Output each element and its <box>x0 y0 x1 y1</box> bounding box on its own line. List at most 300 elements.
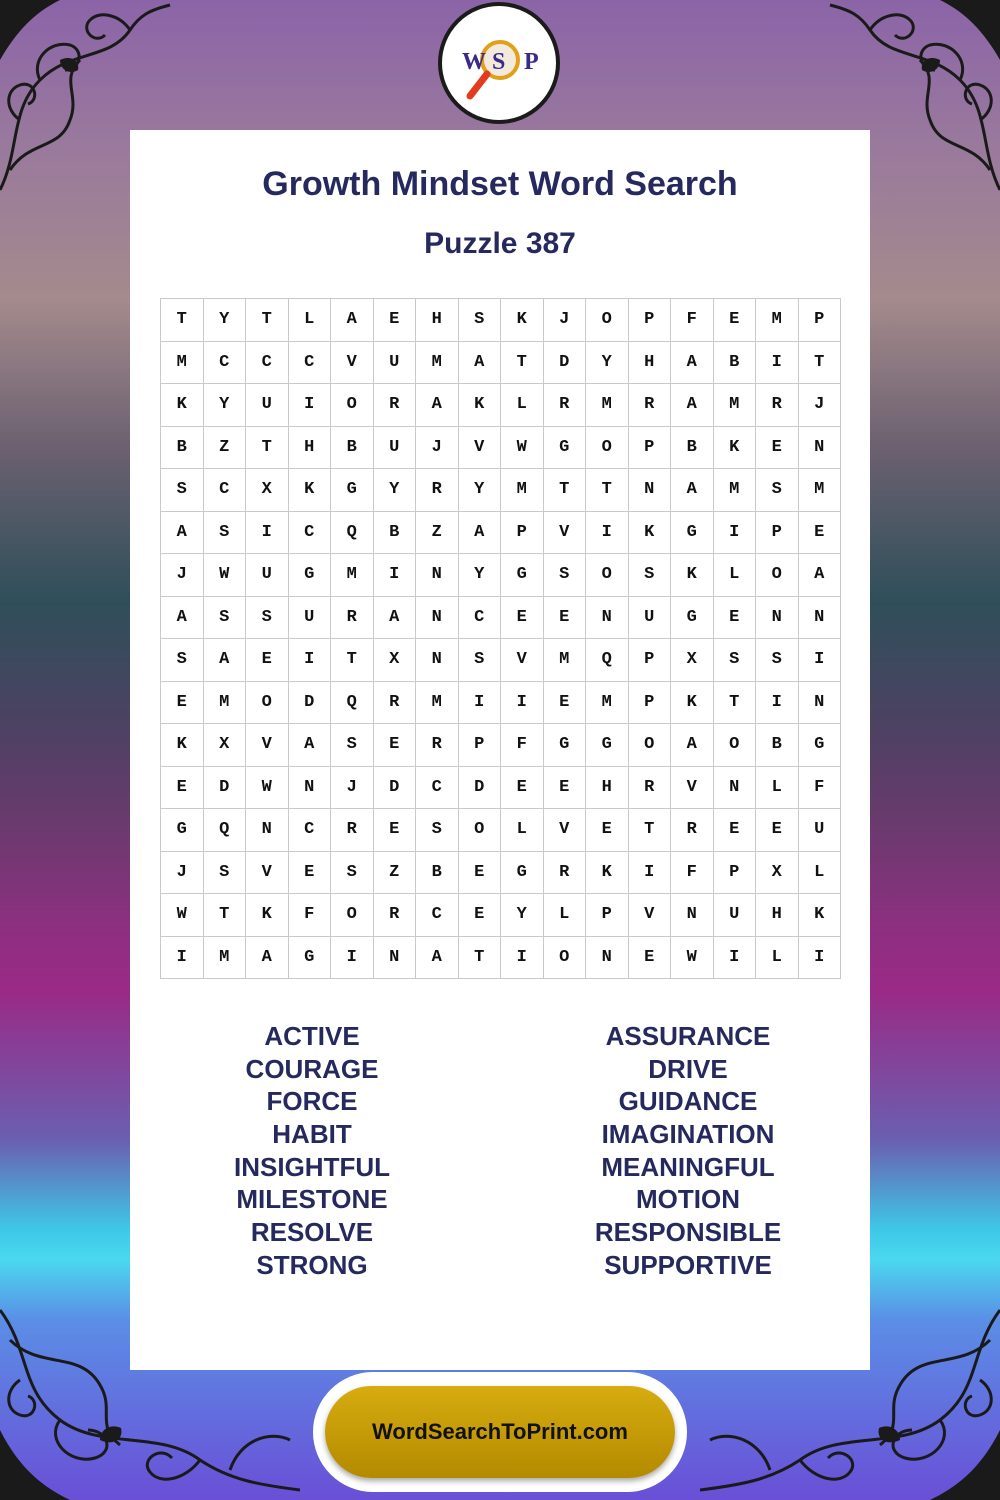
grid-cell[interactable]: G <box>161 809 204 852</box>
grid-cell[interactable]: T <box>246 299 289 342</box>
grid-cell[interactable]: G <box>798 724 841 767</box>
grid-cell[interactable]: X <box>246 469 289 512</box>
grid-cell[interactable]: L <box>501 809 544 852</box>
grid-cell[interactable]: M <box>543 639 586 682</box>
grid-cell[interactable]: B <box>161 426 204 469</box>
grid-cell[interactable]: C <box>203 469 246 512</box>
grid-cell[interactable]: D <box>543 341 586 384</box>
grid-cell[interactable]: R <box>543 384 586 427</box>
grid-cell[interactable]: N <box>288 766 331 809</box>
grid-cell[interactable]: A <box>246 936 289 979</box>
grid-cell[interactable]: L <box>756 936 799 979</box>
grid-cell[interactable]: S <box>416 809 459 852</box>
word-list-left <box>162 1020 462 1282</box>
grid-cell[interactable]: N <box>671 894 714 937</box>
grid-cell[interactable]: A <box>458 341 501 384</box>
grid-cell[interactable]: E <box>161 681 204 724</box>
grid-cell[interactable]: A <box>203 639 246 682</box>
grid-cell[interactable]: L <box>543 894 586 937</box>
grid-cell[interactable]: O <box>713 724 756 767</box>
grid-cell[interactable]: U <box>373 341 416 384</box>
grid-cell[interactable]: E <box>798 511 841 554</box>
grid-cell[interactable]: K <box>288 469 331 512</box>
grid-cell[interactable]: X <box>756 851 799 894</box>
grid-cell[interactable]: R <box>331 596 374 639</box>
grid-row <box>161 724 841 767</box>
word-item: RESPONSIBLE <box>594 1217 782 1248</box>
grid-cell[interactable]: N <box>756 596 799 639</box>
grid-cell[interactable]: U <box>713 894 756 937</box>
grid-cell[interactable]: Q <box>331 511 374 554</box>
grid-cell[interactable]: J <box>161 851 204 894</box>
grid-cell[interactable]: P <box>628 681 671 724</box>
grid-cell[interactable]: T <box>501 341 544 384</box>
grid-cell[interactable]: V <box>501 639 544 682</box>
grid-cell[interactable]: S <box>203 511 246 554</box>
grid-cell[interactable]: N <box>373 936 416 979</box>
grid-cell[interactable]: W <box>161 894 204 937</box>
grid-cell[interactable]: A <box>416 936 459 979</box>
grid-cell[interactable]: M <box>756 299 799 342</box>
grid-cell[interactable]: T <box>798 341 841 384</box>
grid-cell[interactable]: V <box>246 724 289 767</box>
grid-cell[interactable]: S <box>756 639 799 682</box>
grid-cell[interactable]: E <box>373 724 416 767</box>
grid-cell[interactable]: P <box>586 894 629 937</box>
grid-cell[interactable]: B <box>671 426 714 469</box>
grid-cell[interactable]: O <box>586 554 629 597</box>
grid-cell[interactable]: V <box>628 894 671 937</box>
grid-row <box>161 639 841 682</box>
grid-cell[interactable]: K <box>628 511 671 554</box>
grid-cell[interactable]: M <box>416 341 459 384</box>
grid-cell[interactable]: J <box>416 426 459 469</box>
grid-cell[interactable]: E <box>246 639 289 682</box>
grid-cell[interactable]: T <box>586 469 629 512</box>
grid-cell[interactable]: T <box>203 894 246 937</box>
magnifier-icon <box>442 6 556 120</box>
wsp-logo[interactable] <box>438 2 560 124</box>
grid-cell[interactable]: E <box>756 809 799 852</box>
word-item: ASSURANCE <box>605 1021 771 1051</box>
grid-cell[interactable]: I <box>288 639 331 682</box>
word-item: COURAGE <box>245 1053 379 1084</box>
grid-cell[interactable]: S <box>331 851 374 894</box>
grid-cell[interactable]: H <box>288 426 331 469</box>
grid-cell[interactable]: P <box>713 851 756 894</box>
grid-cell[interactable]: E <box>501 596 544 639</box>
grid-cell[interactable]: W <box>671 936 714 979</box>
grid-cell[interactable]: I <box>161 936 204 979</box>
grid-cell[interactable]: I <box>798 936 841 979</box>
grid-row <box>161 511 841 554</box>
word-item: MILESTONE <box>236 1184 388 1215</box>
grid-cell[interactable]: V <box>458 426 501 469</box>
grid-cell[interactable]: E <box>458 894 501 937</box>
grid-cell[interactable]: Y <box>586 341 629 384</box>
word-item: SUPPORTIVE <box>604 1249 772 1280</box>
grid-cell[interactable]: A <box>416 384 459 427</box>
grid-cell[interactable]: R <box>671 809 714 852</box>
grid-cell[interactable]: T <box>543 469 586 512</box>
grid-cell[interactable]: J <box>543 299 586 342</box>
grid-cell[interactable]: N <box>713 766 756 809</box>
grid-cell[interactable]: K <box>671 554 714 597</box>
grid-row <box>161 809 841 852</box>
grid-cell[interactable]: A <box>671 469 714 512</box>
grid-cell[interactable]: O <box>458 809 501 852</box>
letter-grid <box>160 298 841 979</box>
logo-letter-p: P <box>524 49 539 75</box>
grid-cell[interactable]: R <box>373 681 416 724</box>
grid-cell[interactable]: M <box>713 469 756 512</box>
grid-row <box>161 426 841 469</box>
grid-row <box>161 851 841 894</box>
grid-cell[interactable]: Y <box>373 469 416 512</box>
grid-cell[interactable]: I <box>246 511 289 554</box>
grid-row <box>161 766 841 809</box>
grid-cell[interactable]: G <box>586 724 629 767</box>
grid-cell[interactable]: L <box>501 384 544 427</box>
grid-cell[interactable]: D <box>373 766 416 809</box>
grid-cell[interactable]: A <box>373 596 416 639</box>
grid-cell[interactable]: X <box>671 639 714 682</box>
grid-cell[interactable]: L <box>756 766 799 809</box>
word-item: HABIT <box>272 1119 352 1150</box>
puzzle-number: Puzzle 387 <box>424 227 576 260</box>
grid-row <box>161 936 841 979</box>
grid-cell[interactable]: D <box>203 766 246 809</box>
grid-cell[interactable]: E <box>713 299 756 342</box>
grid-cell[interactable]: V <box>671 766 714 809</box>
grid-cell[interactable]: E <box>501 766 544 809</box>
grid-cell[interactable]: T <box>628 809 671 852</box>
grid-cell[interactable]: P <box>501 511 544 554</box>
grid-cell[interactable]: C <box>416 894 459 937</box>
grid-cell[interactable]: M <box>586 384 629 427</box>
grid-row <box>161 894 841 937</box>
grid-row <box>161 596 841 639</box>
grid-cell[interactable]: O <box>331 384 374 427</box>
grid-cell[interactable]: U <box>288 596 331 639</box>
grid-cell[interactable]: S <box>458 639 501 682</box>
grid-cell[interactable]: S <box>331 724 374 767</box>
grid-cell[interactable]: N <box>586 596 629 639</box>
grid-cell[interactable]: G <box>501 851 544 894</box>
grid-cell[interactable]: X <box>373 639 416 682</box>
grid-cell[interactable]: A <box>671 341 714 384</box>
grid-cell[interactable]: N <box>628 469 671 512</box>
grid-cell[interactable]: A <box>671 724 714 767</box>
page-title: Growth Mindset Word Search <box>262 165 738 203</box>
grid-cell[interactable]: U <box>246 554 289 597</box>
grid-cell[interactable]: T <box>331 639 374 682</box>
grid-cell[interactable]: E <box>373 299 416 342</box>
grid-cell[interactable]: N <box>798 596 841 639</box>
grid-cell[interactable]: E <box>628 936 671 979</box>
grid-cell[interactable]: U <box>798 809 841 852</box>
grid-cell[interactable]: E <box>713 809 756 852</box>
grid-cell[interactable]: F <box>288 894 331 937</box>
grid-cell[interactable]: W <box>246 766 289 809</box>
grid-cell[interactable]: K <box>671 681 714 724</box>
grid-cell[interactable]: K <box>246 894 289 937</box>
word-item: INSIGHTFUL <box>234 1151 390 1182</box>
grid-cell[interactable]: P <box>756 511 799 554</box>
grid-cell[interactable]: I <box>373 554 416 597</box>
grid-cell[interactable]: V <box>331 341 374 384</box>
grid-cell[interactable]: P <box>628 639 671 682</box>
grid-cell[interactable]: O <box>586 299 629 342</box>
grid-row <box>161 554 841 597</box>
word-item: MOTION <box>636 1184 740 1215</box>
grid-cell[interactable]: I <box>713 936 756 979</box>
grid-row <box>161 469 841 512</box>
grid-cell[interactable]: K <box>458 384 501 427</box>
grid-cell[interactable]: M <box>416 681 459 724</box>
grid-cell[interactable]: U <box>628 596 671 639</box>
grid-cell[interactable]: F <box>798 766 841 809</box>
grid-cell[interactable]: R <box>628 766 671 809</box>
grid-cell[interactable]: S <box>203 851 246 894</box>
grid-cell[interactable]: C <box>288 341 331 384</box>
grid-cell[interactable]: B <box>713 341 756 384</box>
grid-cell[interactable]: W <box>501 426 544 469</box>
grid-cell[interactable]: R <box>373 384 416 427</box>
grid-cell[interactable]: A <box>161 511 204 554</box>
grid-cell[interactable]: F <box>671 851 714 894</box>
grid-cell[interactable]: E <box>161 766 204 809</box>
grid-cell[interactable]: U <box>246 384 289 427</box>
word-item: RESOLVE <box>250 1217 374 1248</box>
logo-letter-s: S <box>492 49 506 75</box>
grid-cell[interactable]: C <box>416 766 459 809</box>
grid-cell[interactable]: A <box>671 384 714 427</box>
grid-cell[interactable]: K <box>501 299 544 342</box>
grid-cell[interactable]: Q <box>331 681 374 724</box>
grid-cell[interactable]: I <box>288 384 331 427</box>
grid-cell[interactable]: I <box>331 936 374 979</box>
grid-cell[interactable]: Z <box>373 851 416 894</box>
grid-cell[interactable]: N <box>416 596 459 639</box>
grid-cell[interactable]: G <box>671 596 714 639</box>
grid-cell[interactable]: G <box>543 724 586 767</box>
grid-cell[interactable]: S <box>628 554 671 597</box>
grid-cell[interactable]: O <box>246 681 289 724</box>
grid-row <box>161 384 841 427</box>
grid-cell[interactable]: B <box>416 851 459 894</box>
grid-cell[interactable]: B <box>756 724 799 767</box>
grid-cell[interactable]: T <box>246 426 289 469</box>
grid-cell[interactable]: I <box>713 511 756 554</box>
grid-row <box>161 299 841 342</box>
grid-cell[interactable]: I <box>628 851 671 894</box>
grid-cell[interactable]: R <box>416 724 459 767</box>
grid-cell[interactable]: M <box>501 469 544 512</box>
grid-cell[interactable]: H <box>416 299 459 342</box>
grid-cell[interactable]: J <box>798 384 841 427</box>
grid-cell[interactable]: S <box>713 639 756 682</box>
grid-cell[interactable]: E <box>543 766 586 809</box>
grid-cell[interactable]: C <box>203 341 246 384</box>
grid-cell[interactable]: H <box>628 341 671 384</box>
grid-cell[interactable]: T <box>458 936 501 979</box>
grid-cell[interactable]: R <box>331 809 374 852</box>
grid-cell[interactable]: S <box>543 554 586 597</box>
grid-cell[interactable]: I <box>458 681 501 724</box>
grid-cell[interactable]: R <box>416 469 459 512</box>
grid-cell[interactable]: N <box>798 681 841 724</box>
grid-cell[interactable]: A <box>161 596 204 639</box>
grid-cell[interactable]: A <box>458 511 501 554</box>
grid-cell[interactable]: G <box>288 936 331 979</box>
grid-cell[interactable]: W <box>203 554 246 597</box>
grid-cell[interactable]: M <box>798 469 841 512</box>
grid-cell[interactable]: S <box>756 469 799 512</box>
word-list-right <box>538 1020 838 1282</box>
grid-cell[interactable]: U <box>373 426 416 469</box>
grid-cell[interactable]: K <box>161 724 204 767</box>
word-item: MEANINGFUL <box>601 1151 775 1182</box>
grid-cell[interactable]: I <box>586 511 629 554</box>
grid-cell[interactable]: Y <box>203 384 246 427</box>
grid-cell[interactable]: T <box>713 681 756 724</box>
logo-letter-w: W <box>462 49 486 75</box>
grid-cell[interactable]: Y <box>501 894 544 937</box>
word-item: FORCE <box>266 1086 358 1117</box>
grid-cell[interactable]: K <box>798 894 841 937</box>
grid-cell[interactable]: M <box>203 936 246 979</box>
grid-cell[interactable]: A <box>288 724 331 767</box>
grid-cell[interactable]: Y <box>203 299 246 342</box>
grid-cell[interactable]: K <box>161 384 204 427</box>
grid-cell[interactable]: E <box>713 596 756 639</box>
word-item: STRONG <box>256 1249 368 1280</box>
grid-cell[interactable]: C <box>288 809 331 852</box>
grid-cell[interactable]: A <box>798 554 841 597</box>
grid-row <box>161 341 841 384</box>
grid-cell[interactable]: L <box>288 299 331 342</box>
grid-cell[interactable]: S <box>246 596 289 639</box>
grid-cell[interactable]: N <box>586 936 629 979</box>
grid-cell[interactable]: Y <box>458 469 501 512</box>
grid-cell[interactable]: D <box>288 681 331 724</box>
grid-cell[interactable]: N <box>416 639 459 682</box>
grid-cell[interactable]: M <box>713 384 756 427</box>
grid-cell[interactable]: Z <box>416 511 459 554</box>
grid-cell[interactable]: V <box>246 851 289 894</box>
word-item: ACTIVE <box>264 1021 360 1051</box>
grid-cell[interactable]: S <box>203 596 246 639</box>
grid-cell[interactable]: D <box>458 766 501 809</box>
grid-cell[interactable]: M <box>331 554 374 597</box>
grid-cell[interactable]: S <box>161 639 204 682</box>
word-item: IMAGINATION <box>601 1119 775 1150</box>
grid-cell[interactable]: R <box>756 384 799 427</box>
puzzle-panel <box>130 130 870 1370</box>
grid-cell[interactable]: O <box>628 724 671 767</box>
grid-cell[interactable]: P <box>628 299 671 342</box>
grid-cell[interactable]: E <box>586 809 629 852</box>
grid-cell[interactable]: I <box>501 681 544 724</box>
grid-cell[interactable]: M <box>161 341 204 384</box>
grid-cell[interactable]: O <box>756 554 799 597</box>
grid-cell[interactable]: E <box>543 681 586 724</box>
grid-cell[interactable]: E <box>373 809 416 852</box>
grid-cell[interactable]: F <box>671 299 714 342</box>
grid-cell[interactable]: N <box>416 554 459 597</box>
word-item: GUIDANCE <box>618 1086 758 1117</box>
grid-cell[interactable]: H <box>756 894 799 937</box>
grid-cell[interactable]: V <box>543 809 586 852</box>
grid-cell[interactable]: M <box>586 681 629 724</box>
grid-cell[interactable]: P <box>628 426 671 469</box>
grid-cell[interactable]: A <box>331 299 374 342</box>
grid-cell[interactable]: G <box>543 426 586 469</box>
grid-cell[interactable]: Q <box>586 639 629 682</box>
grid-cell[interactable]: Y <box>458 554 501 597</box>
grid-cell[interactable]: N <box>798 426 841 469</box>
grid-cell[interactable]: B <box>373 511 416 554</box>
grid-cell[interactable]: M <box>203 681 246 724</box>
grid-cell[interactable]: G <box>501 554 544 597</box>
grid-cell[interactable]: S <box>161 469 204 512</box>
grid-cell[interactable]: Z <box>203 426 246 469</box>
grid-cell[interactable]: C <box>288 511 331 554</box>
grid-cell[interactable]: I <box>756 341 799 384</box>
grid-cell[interactable]: N <box>246 809 289 852</box>
grid-cell[interactable]: Q <box>203 809 246 852</box>
grid-cell[interactable]: I <box>756 681 799 724</box>
grid-cell[interactable]: O <box>543 936 586 979</box>
grid-cell[interactable]: F <box>501 724 544 767</box>
grid-cell[interactable]: O <box>331 894 374 937</box>
grid-cell[interactable]: P <box>798 299 841 342</box>
grid-cell[interactable]: E <box>458 851 501 894</box>
grid-cell[interactable]: T <box>161 299 204 342</box>
grid-cell[interactable]: P <box>458 724 501 767</box>
grid-cell[interactable]: E <box>543 596 586 639</box>
grid-cell[interactable]: B <box>331 426 374 469</box>
grid-row <box>161 681 841 724</box>
grid-cell[interactable]: R <box>543 851 586 894</box>
grid-cell[interactable]: G <box>288 554 331 597</box>
grid-cell[interactable]: H <box>586 766 629 809</box>
grid-cell[interactable]: E <box>288 851 331 894</box>
grid-cell[interactable]: J <box>331 766 374 809</box>
grid-cell[interactable]: X <box>203 724 246 767</box>
grid-cell[interactable]: I <box>798 639 841 682</box>
grid-cell[interactable]: R <box>373 894 416 937</box>
grid-cell[interactable]: R <box>628 384 671 427</box>
grid-cell[interactable]: C <box>458 596 501 639</box>
grid-cell[interactable]: V <box>543 511 586 554</box>
grid-cell[interactable]: L <box>798 851 841 894</box>
grid-cell[interactable]: K <box>586 851 629 894</box>
grid-cell[interactable]: K <box>713 426 756 469</box>
word-item: DRIVE <box>648 1053 728 1084</box>
grid-cell[interactable]: L <box>713 554 756 597</box>
grid-cell[interactable]: E <box>756 426 799 469</box>
grid-cell[interactable]: S <box>458 299 501 342</box>
grid-cell[interactable]: G <box>671 511 714 554</box>
grid-cell[interactable]: I <box>501 936 544 979</box>
website-button[interactable]: WordSearchToPrint.com <box>325 1386 675 1478</box>
grid-cell[interactable]: O <box>586 426 629 469</box>
grid-cell[interactable]: G <box>331 469 374 512</box>
grid-cell[interactable]: J <box>161 554 204 597</box>
grid-cell[interactable]: C <box>246 341 289 384</box>
